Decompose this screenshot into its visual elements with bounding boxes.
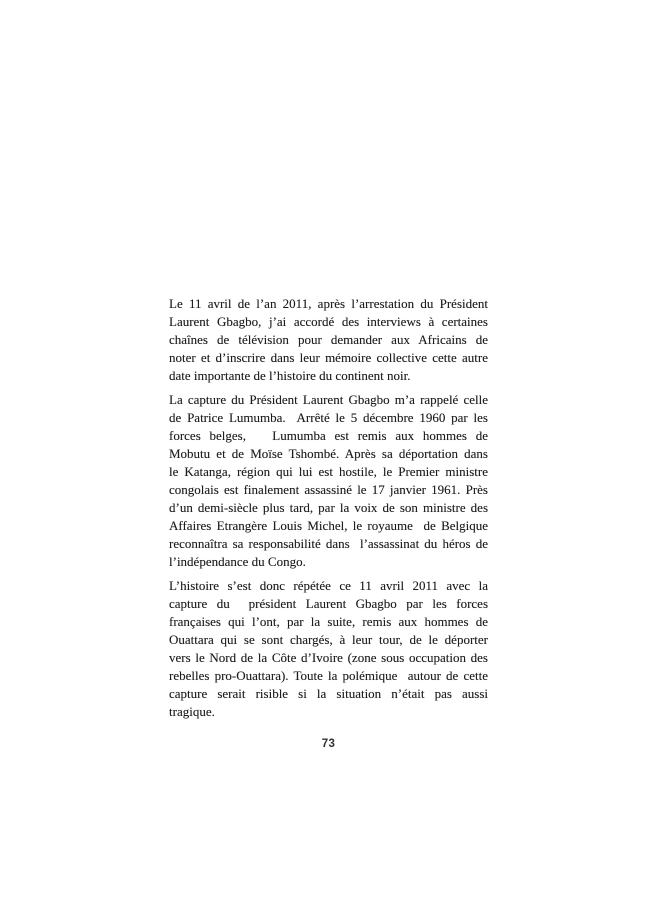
text-line: Ouattara qui se sont chargés, à leur tour, de le déporter — [169, 632, 488, 647]
text-line: de Patrice Lumumba. Arrêté le 5 décembre 1960 par les — [169, 410, 488, 425]
text-line: L’histoire s’est donc répétée ce 11 avril 2011 avec la — [169, 578, 488, 593]
text-line: rebelles pro-Ouattara). Toute la polémique autour de cette — [169, 668, 488, 683]
text-line: chaînes de télévision pour demander aux Africains de — [169, 332, 488, 347]
text-line: le Katanga, région qui lui est hostile, le Premier ministre — [169, 464, 488, 479]
text-line: françaises qui l’ont, par la suite, remis aux hommes de — [169, 614, 488, 629]
text-line: date importante de l’histoire du continent noir. — [169, 368, 411, 383]
text-line: Le 11 avril de l’an 2011, après l’arrestation du Président — [169, 296, 488, 311]
text-line: forces belges, Lumumba est remis aux hommes de — [169, 428, 488, 443]
text-line: Mobutu et de Moïse Tshombé. Après sa déportation dans — [169, 446, 488, 461]
page-number: 73 — [321, 738, 336, 750]
text-line: tragique. — [169, 704, 215, 719]
text-line: vers le Nord de la Côte d’Ivoire (zone sous occupation des — [169, 650, 488, 665]
text-line: reconnaîtra sa responsabilité dans l’assassinat du héros de — [169, 536, 488, 551]
text-line: Affaires Etrangère Louis Michel, le royaume de Belgique — [169, 518, 488, 533]
text-block — [169, 295, 488, 750]
text-line: l’indépendance du Congo. — [169, 554, 306, 569]
paragraph-2 — [169, 391, 488, 571]
paragraph-1 — [169, 295, 488, 385]
text-line: capture serait risible si la situation n’était pas aussi — [169, 686, 488, 701]
text-line: La capture du Président Laurent Gbagbo m’a rappelé celle — [169, 392, 488, 407]
text-line: noter et d’inscrire dans leur mémoire collective cette autre — [169, 350, 488, 365]
text-line: Laurent Gbagbo, j’ai accordé des interviews à certaines — [169, 314, 488, 329]
text-line: capture du président Laurent Gbagbo par les forces — [169, 596, 488, 611]
text-line: d’un demi-siècle plus tard, par la voix de son ministre des — [169, 500, 488, 515]
text-line: congolais est finalement assassiné le 17 janvier 1961. Près — [169, 482, 488, 497]
paragraph-3 — [169, 577, 488, 721]
